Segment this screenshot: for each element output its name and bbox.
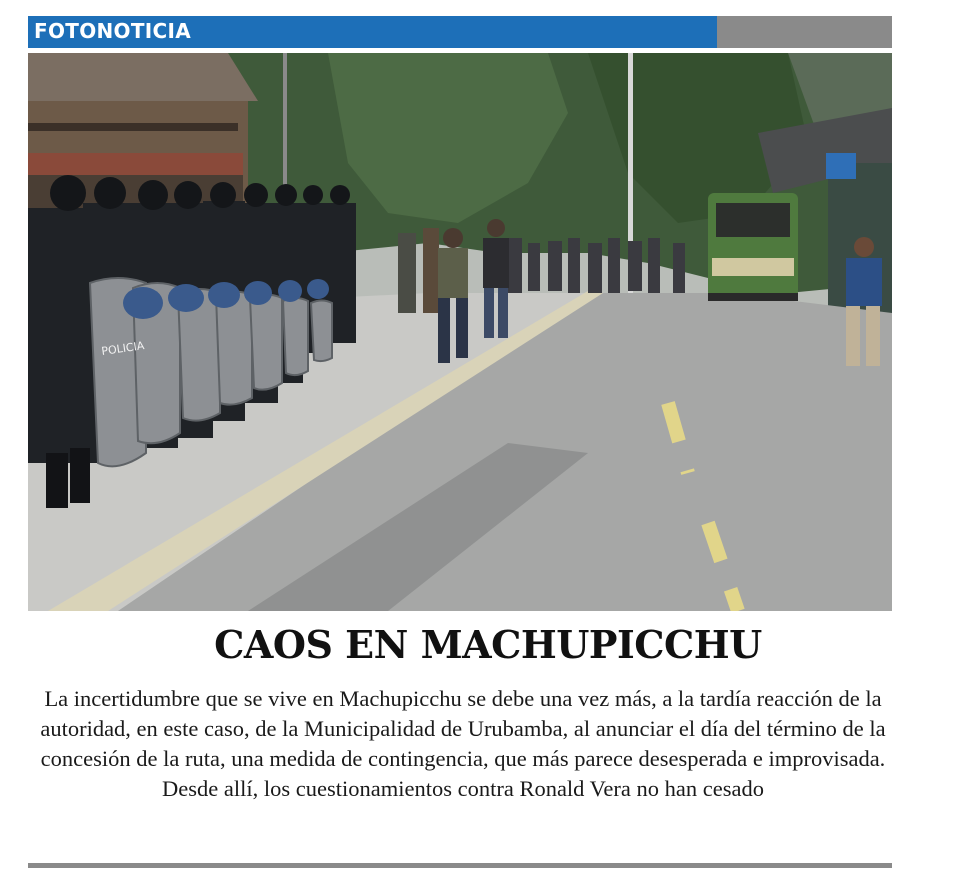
section-tab	[28, 16, 717, 48]
bus	[708, 193, 798, 301]
news-photo	[28, 53, 892, 611]
headline: CAOS EN MACHUPICCHU	[214, 622, 762, 667]
bottom-rule	[28, 863, 892, 868]
shield-text: POLICIA	[100, 339, 146, 358]
section-label: FOTONOTICIA	[34, 19, 192, 43]
article-body: La incertidumbre que se vive en Machupicchu se debe una vez más, a la tardía reacción de la autoridad, en este caso, de la Municipalidad de Urubamba, al anunciar el día del término de la concesión de la ruta, una medida de contingencia, que más parece desesperada e improvisada. Desde allí, los cuestionamientos contra Ronald Vera no han cesado	[40, 686, 886, 801]
section-header-bar	[28, 16, 892, 48]
